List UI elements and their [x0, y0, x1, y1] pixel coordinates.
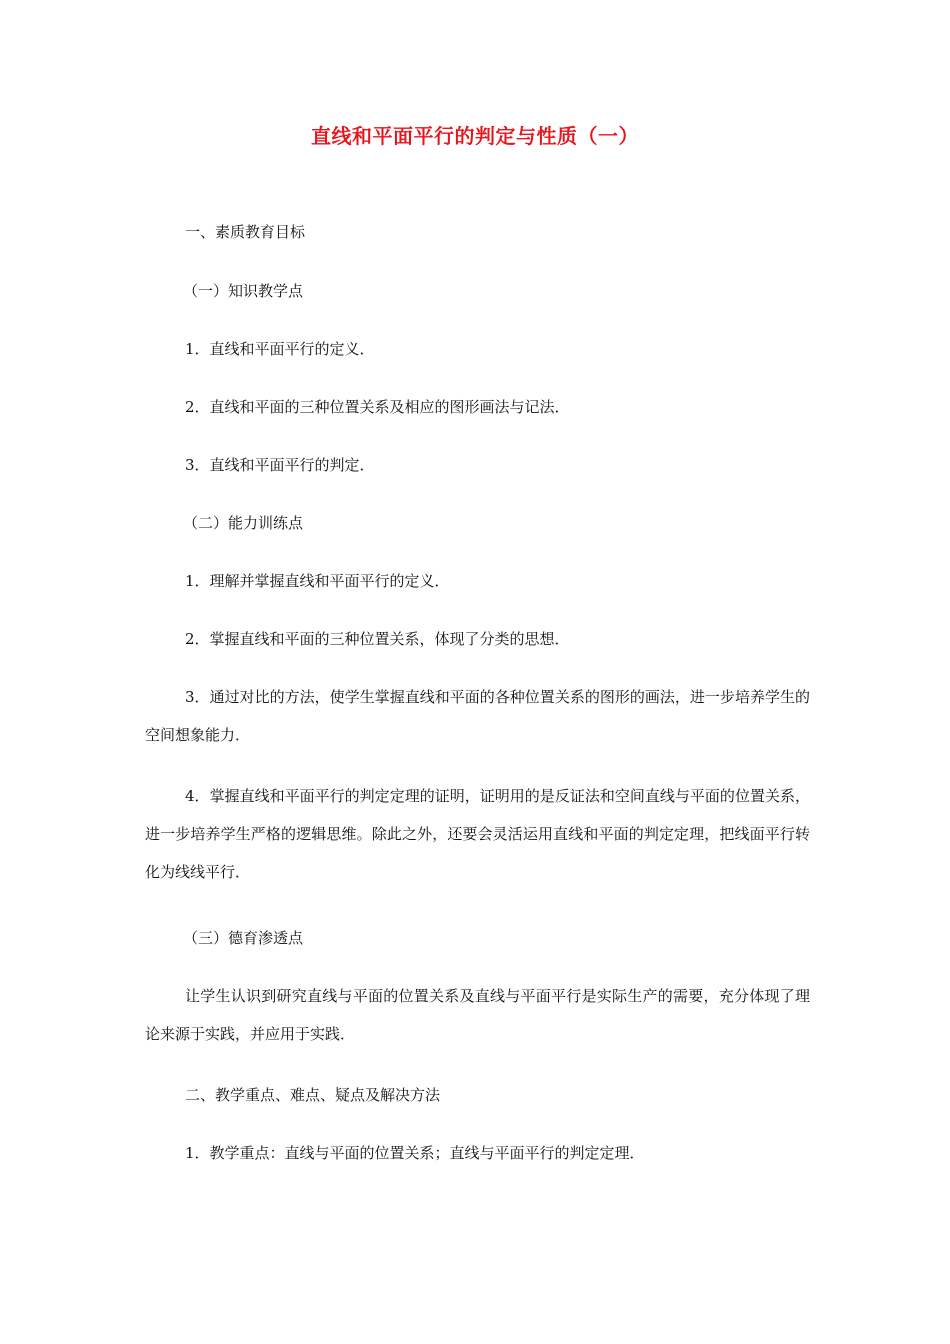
- knowledge-item-2: 2．直线和平面的三种位置关系及相应的图形画法与记法．: [185, 398, 570, 416]
- ability-item-1: 1．理解并掌握直线和平面平行的定义．: [185, 572, 450, 590]
- ability-item-2: 2．掌握直线和平面的三种位置关系，体现了分类的思想．: [185, 630, 570, 648]
- ability-item-3: 3．通过对比的方法，使学生掌握直线和平面的各种位置关系的图形的画法，进一步培养学生的空间想象能力．: [145, 688, 810, 744]
- section-heading-2: 二、教学重点、难点、疑点及解决方法: [185, 1086, 441, 1104]
- knowledge-item-1: 1．直线和平面平行的定义．: [185, 340, 375, 358]
- subsection-heading-knowledge: （一）知识教学点: [183, 282, 304, 300]
- document-title: 直线和平面平行的判定与性质（一）: [311, 124, 639, 148]
- subsection-heading-moral: （三）德育渗透点: [183, 929, 304, 947]
- knowledge-item-3: 3．直线和平面平行的判定．: [185, 456, 375, 474]
- key-point-item-1: 1．教学重点：直线与平面的位置关系；直线与平面平行的判定定理．: [185, 1144, 645, 1162]
- subsection-heading-ability: （二）能力训练点: [183, 514, 304, 532]
- section-heading-1: 一、素质教育目标: [185, 223, 306, 241]
- ability-item-4: 4．掌握直线和平面平行的判定定理的证明，证明用的是反证法和空间直线与平面的位置关系，进一步培养学生严格的逻辑思维。除此之外，还要会灵活运用直线和平面的判定定理，把线面平行转化为线线平行．: [145, 787, 810, 881]
- moral-paragraph: 让学生认识到研究直线与平面的位置关系及直线与平面平行是实际生产的需要，充分体现了理论来源于实践，并应用于实践．: [145, 987, 810, 1043]
